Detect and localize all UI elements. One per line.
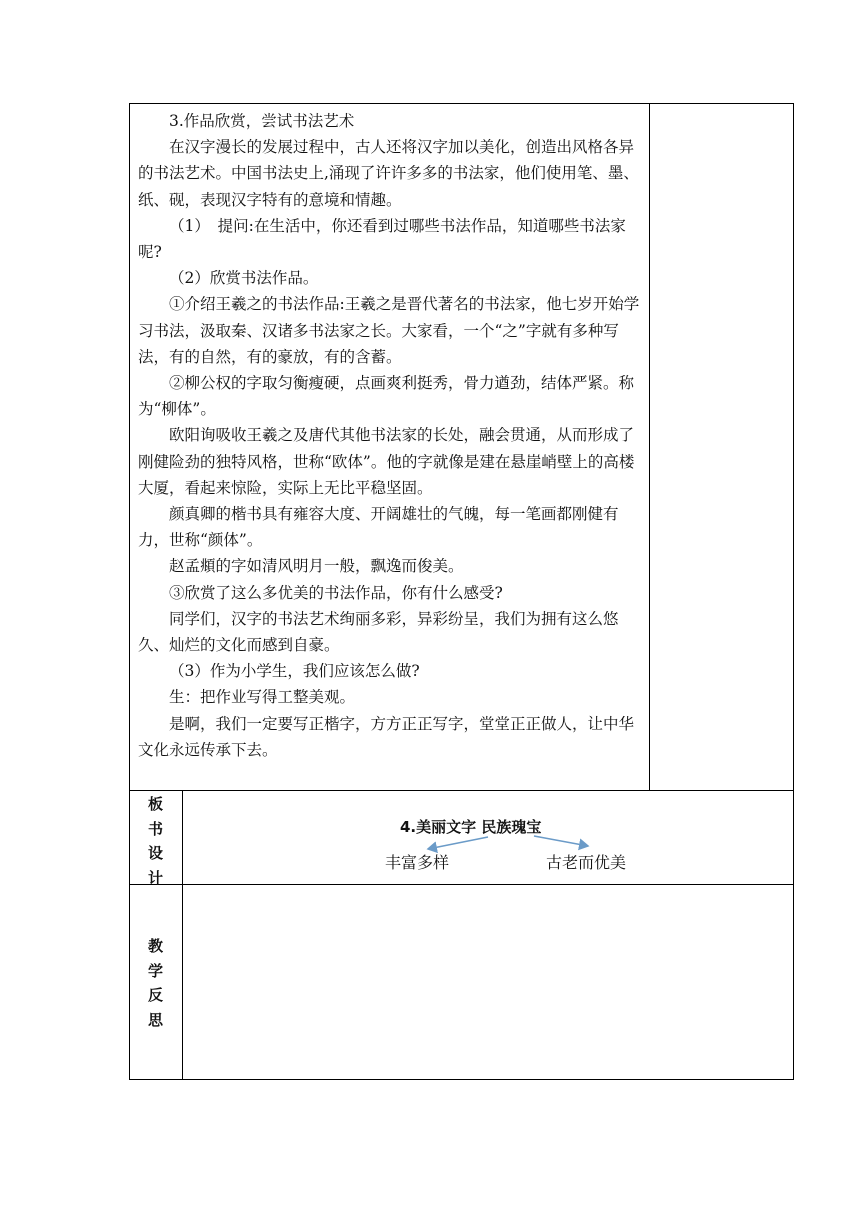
table-border-top	[129, 103, 794, 104]
arrow-left	[428, 837, 488, 849]
reflection-label-char: 反	[147, 986, 163, 1004]
paragraph-student-answer: 生：把作业写得工整美观。	[169, 688, 356, 707]
reflection-label-char: 学	[147, 961, 163, 980]
paragraph-feeling-question: ③欣赏了这么多优美的书法作品，你有什么感受?	[169, 583, 503, 602]
table-divider-board-top	[129, 790, 794, 791]
paragraph-intro: 在汉字漫长的发展过程中，古人还将汉字加以美化，创造出风格各异的书法艺术。中国书法史上,涌现了许许多多的书法家，他们使用笔、墨、纸、砚，表现汉字特有的意境和情趣。	[138, 138, 639, 209]
section-heading: 3.作品欣赏，尝试书法艺术	[169, 112, 355, 130]
board-label	[129, 792, 182, 890]
paragraph-pride: 同学们，汉字的书法艺术绚丽多彩，异彩纷呈，我们为拥有这么悠久、灿烂的文化而感到自豪。	[138, 609, 619, 655]
arrow-right	[534, 836, 588, 846]
board-label-char: 设	[147, 844, 163, 862]
board-label-char: 计	[147, 868, 163, 887]
paragraph-zhao-mengfu: 赵孟頫的字如清风明月一般，飘逸而俊美。	[169, 557, 464, 576]
table-divider-reflection-top	[129, 884, 794, 885]
board-title: 4.美丽文字 民族瑰宝	[400, 818, 542, 836]
reflection-label-char: 思	[147, 1010, 163, 1029]
paragraph-liu-gongquan: ②柳公权的字取匀衡瘦硬，点画爽利挺秀，骨力遒劲，结体严紧。称为“柳体”。	[138, 374, 635, 419]
paragraph-ouyang-xun: 欧阳询吸收王羲之及唐代其他书法家的长处，融会贯通，从而形成了刚健险劲的独特风格，世称“欧体”。他的字就像是建在悬崖峭壁上的高楼大厦，看起来惊险，实际上无比平稳坚固。	[138, 426, 635, 497]
table-border-bottom	[129, 1079, 794, 1080]
paragraph-wang-xizhi: ①介绍王羲之的书法作品:王羲之是晋代著名的书法家，他七岁开始学习书法，汲取秦、汉诸多书法家之长。大家看，一个“之”字就有多种写法，有的自然，有的豪放，有的含蓄。	[138, 295, 640, 366]
paragraph-question-1: （1） 提问:在生活中，你还看到过哪些书法作品，知道哪些书法家呢?	[138, 216, 626, 262]
board-label-char: 板	[147, 795, 163, 813]
reflection-label-char: 教	[147, 937, 163, 955]
paragraph-yan-zhenqing: 颜真卿的楷书具有雍容大度、开阔雄壮的气魄，每一笔画都刚健有力，世称“颜体”。	[138, 505, 619, 550]
lesson-content	[138, 108, 646, 763]
table-divider-notes-column	[649, 103, 650, 791]
paragraph-item-2: （2）欣赏书法作品。	[169, 269, 319, 288]
board-label-char: 书	[147, 819, 163, 838]
paragraph-question-3: （3）作为小学生，我们应该怎么做?	[169, 662, 420, 681]
board-right-item: 古老而优美	[546, 853, 627, 872]
table-divider-label-column	[182, 790, 183, 1080]
paragraph-conclusion: 是啊，我们一定要写正楷字，方方正正写字，堂堂正正做人，让中华文化永远传承下去。	[138, 714, 635, 759]
table-border-right	[793, 103, 794, 1080]
board-left-item: 丰富多样	[385, 853, 450, 872]
reflection-label	[129, 934, 182, 1032]
